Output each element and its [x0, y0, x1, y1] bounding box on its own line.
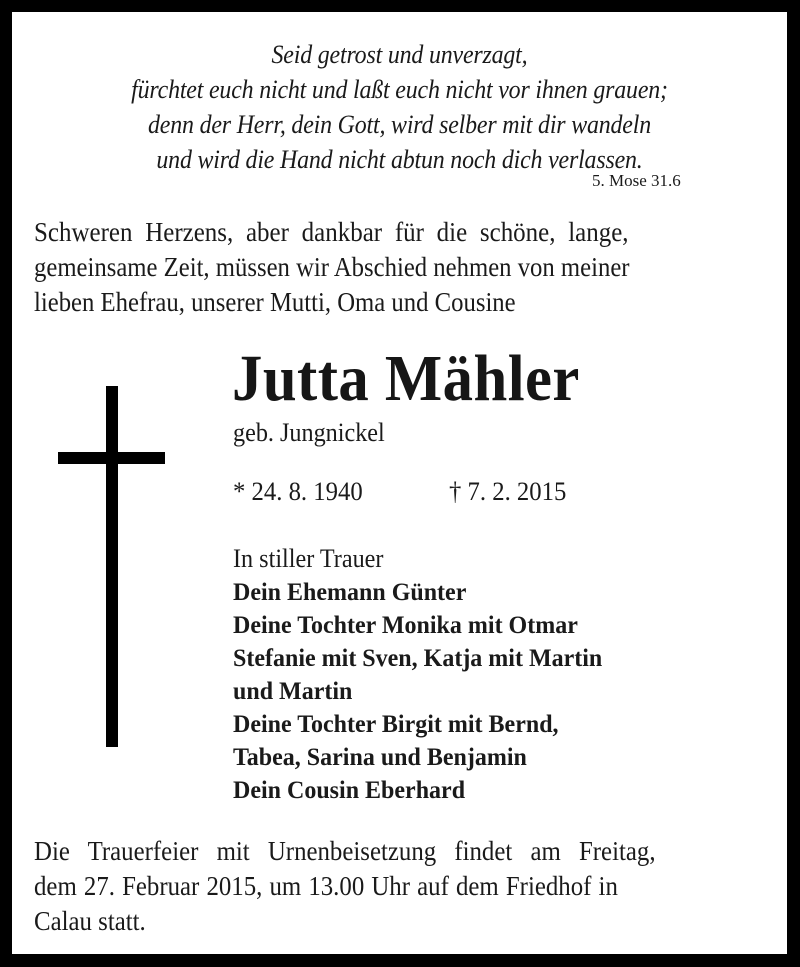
quote-line: Seid getrost und unverzagt,: [271, 40, 528, 69]
mourner-line: Tabea, Sarina und Benjamin: [233, 744, 527, 771]
mourning-label: In stiller Trauer: [233, 544, 384, 573]
bible-quote: [43, 37, 756, 177]
service-line: dem 27. Februar 2015, um 13.00 Uhr auf dem Friedhof in: [34, 871, 618, 901]
mourners-list: [233, 576, 618, 807]
intro-line: lieben Ehefrau, unserer Mutti, Oma und Cousine: [34, 287, 516, 317]
birth-date: * 24. 8. 1940: [233, 477, 363, 506]
deceased-name: Jutta Mähler: [232, 342, 580, 415]
mourner-line: Deine Tochter Birgit mit Bernd,: [233, 711, 559, 738]
quote-line: und wird die Hand nicht abtun noch dich verlassen.: [156, 145, 643, 174]
maiden-name: geb. Jungnickel: [233, 418, 385, 447]
intro-line: Schweren Herzens, aber dankbar für die schöne, lange,: [34, 217, 629, 247]
cross-horizontal-bar: [58, 452, 165, 464]
service-paragraph: [34, 834, 774, 939]
quote-line: fürchtet euch nicht und laßt euch nicht vor ihnen grauen;: [131, 75, 668, 104]
mourner-line: Dein Cousin Eberhard: [233, 777, 466, 804]
mourner-line: Dein Ehemann Günter: [233, 579, 467, 606]
cross-vertical-bar: [106, 386, 118, 747]
quote-source: 5. Mose 31.6: [592, 171, 681, 190]
service-line: Calau statt.: [34, 906, 146, 936]
quote-line: denn der Herr, dein Gott, wird selber mit dir wandeln: [148, 110, 651, 139]
intro-line: gemeinsame Zeit, müssen wir Abschied nehmen von meiner: [34, 252, 630, 282]
service-line: Die Trauerfeier mit Urnenbeisetzung findet am Freitag,: [34, 836, 656, 866]
mourner-line: und Martin: [233, 678, 353, 705]
obituary-card: [12, 12, 787, 954]
death-date: † 7. 2. 2015: [449, 477, 567, 506]
mourner-line: Deine Tochter Monika mit Otmar: [233, 612, 578, 639]
mourner-line: Stefanie mit Sven, Katja mit Martin: [233, 645, 603, 672]
intro-paragraph: [34, 215, 774, 320]
